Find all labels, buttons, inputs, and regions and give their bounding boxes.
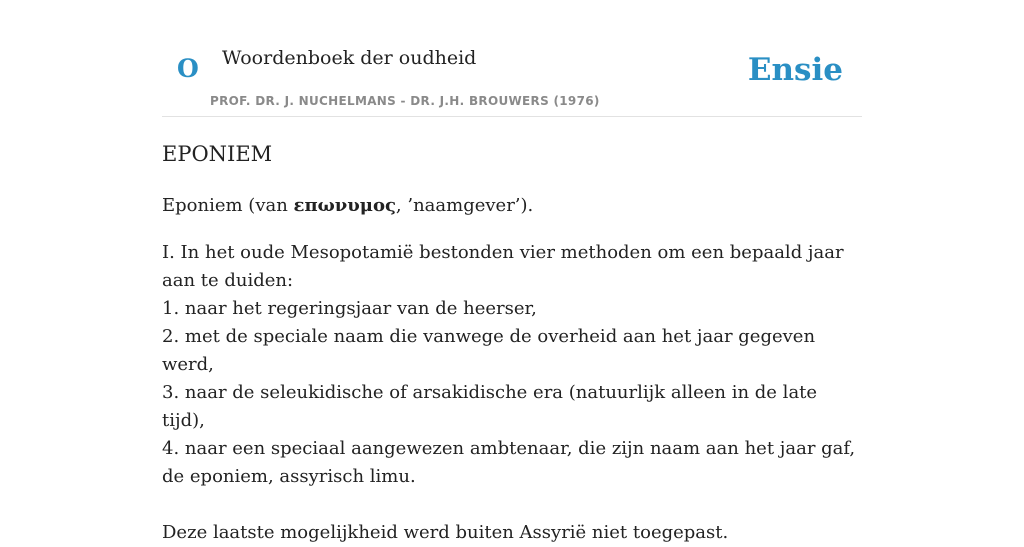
article-headword: EPONIEM bbox=[162, 142, 273, 166]
method-item-2: 2. met de speciale naam die vanwege de overheid aan het jaar gegeven werd, bbox=[162, 326, 816, 375]
article-content bbox=[162, 138, 862, 547]
closing-paragraph: Deze laatste mogelijkheid werd buiten Assyrië niet toegepast. bbox=[162, 522, 729, 543]
ensie-logo[interactable]: Ensie bbox=[747, 52, 843, 88]
section-intro: I. In het oude Mesopotamië bestonden vier methoden om een bepaald jaar aan te duiden: bbox=[162, 242, 844, 291]
page-header bbox=[162, 0, 862, 117]
book-title[interactable]: Woordenboek der oudheid bbox=[222, 47, 477, 69]
etymology-suffix: , ’naamgever’). bbox=[395, 195, 534, 216]
etymology-line bbox=[162, 192, 862, 220]
method-item-4: 4. naar een speciaal aangewezen ambtenaar, die zijn naam aan het jaar gaf, de eponiem, assyrisch limu. bbox=[162, 438, 856, 487]
greek-term: επωνυμος bbox=[293, 195, 396, 216]
index-letter[interactable]: O bbox=[177, 54, 199, 83]
method-item-1: 1. naar het regeringsjaar van de heerser, bbox=[162, 298, 537, 319]
methods-section bbox=[162, 239, 862, 491]
method-item-3: 3. naar de seleukidische of arsakidische era (natuurlijk alleen in de late tijd), bbox=[162, 382, 818, 431]
book-authors: PROF. DR. J. NUCHELMANS - DR. J.H. BROUWERS (1976) bbox=[210, 94, 600, 108]
etymology-prefix: Eponiem (van bbox=[162, 195, 294, 216]
